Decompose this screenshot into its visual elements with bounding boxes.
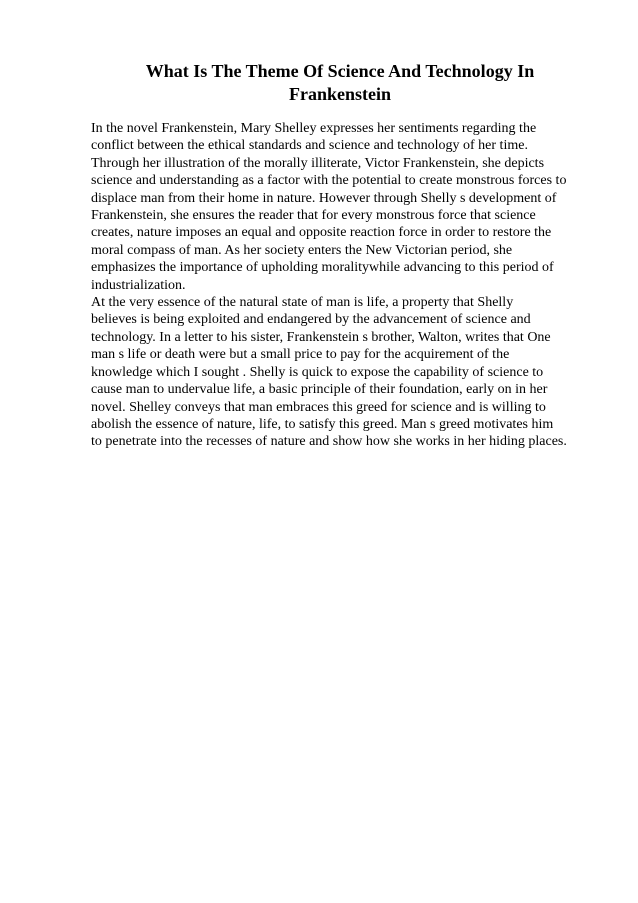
body-line: industrialization. (91, 277, 186, 293)
body-line: abolish the essence of nature, life, to satisfy this greed. Man s greed motivates him (91, 416, 554, 432)
document-body (91, 120, 591, 451)
body-line: science and understanding as a factor with the potential to create monstrous forces to (91, 173, 567, 189)
title-line: What Is The Theme Of Science And Technology In (145, 61, 535, 81)
body-line: emphasizes the importance of upholding moralitywhile advancing to this period of (91, 260, 554, 276)
body-line: knowledge which I sought . Shelly is quick to expose the capability of science to (91, 364, 544, 380)
body-line: At the very essence of the natural state of man is life, a property that Shelly (91, 295, 514, 311)
body-line: to penetrate into the recesses of nature and show how she works in her hiding places. (91, 434, 567, 450)
body-line: technology. In a letter to his sister, Frankenstein s brother, Walton, writes that One (91, 329, 551, 345)
body-line: displace man from their home in nature. However through Shelly s development of (91, 190, 557, 206)
body-line: cause man to undervalue life, a basic principle of their foundation, early on in her (91, 382, 548, 398)
body-line: believes is being exploited and endangered by the advancement of science and (91, 312, 531, 328)
body-line: conflict between the ethical standards and science and technology of her time. (91, 138, 528, 154)
document-title (90, 60, 590, 106)
body-line: creates, nature imposes an equal and opposite reaction force in order to restore the (91, 225, 552, 241)
body-line: man s life or death were but a small price to pay for the acquirement of the (91, 347, 510, 363)
body-line: moral compass of man. As her society enters the New Victorian period, she (91, 242, 513, 258)
body-line: Frankenstein, she ensures the reader that for every monstrous force that science (91, 208, 536, 224)
body-line: In the novel Frankenstein, Mary Shelley expresses her sentiments regarding the (91, 121, 537, 136)
body-line: Through her illustration of the morally illiterate, Victor Frankenstein, she depicts (91, 155, 545, 171)
body-line: novel. Shelley conveys that man embraces this greed for science and is willing to (91, 399, 546, 415)
title-line: Frankenstein (288, 84, 391, 104)
